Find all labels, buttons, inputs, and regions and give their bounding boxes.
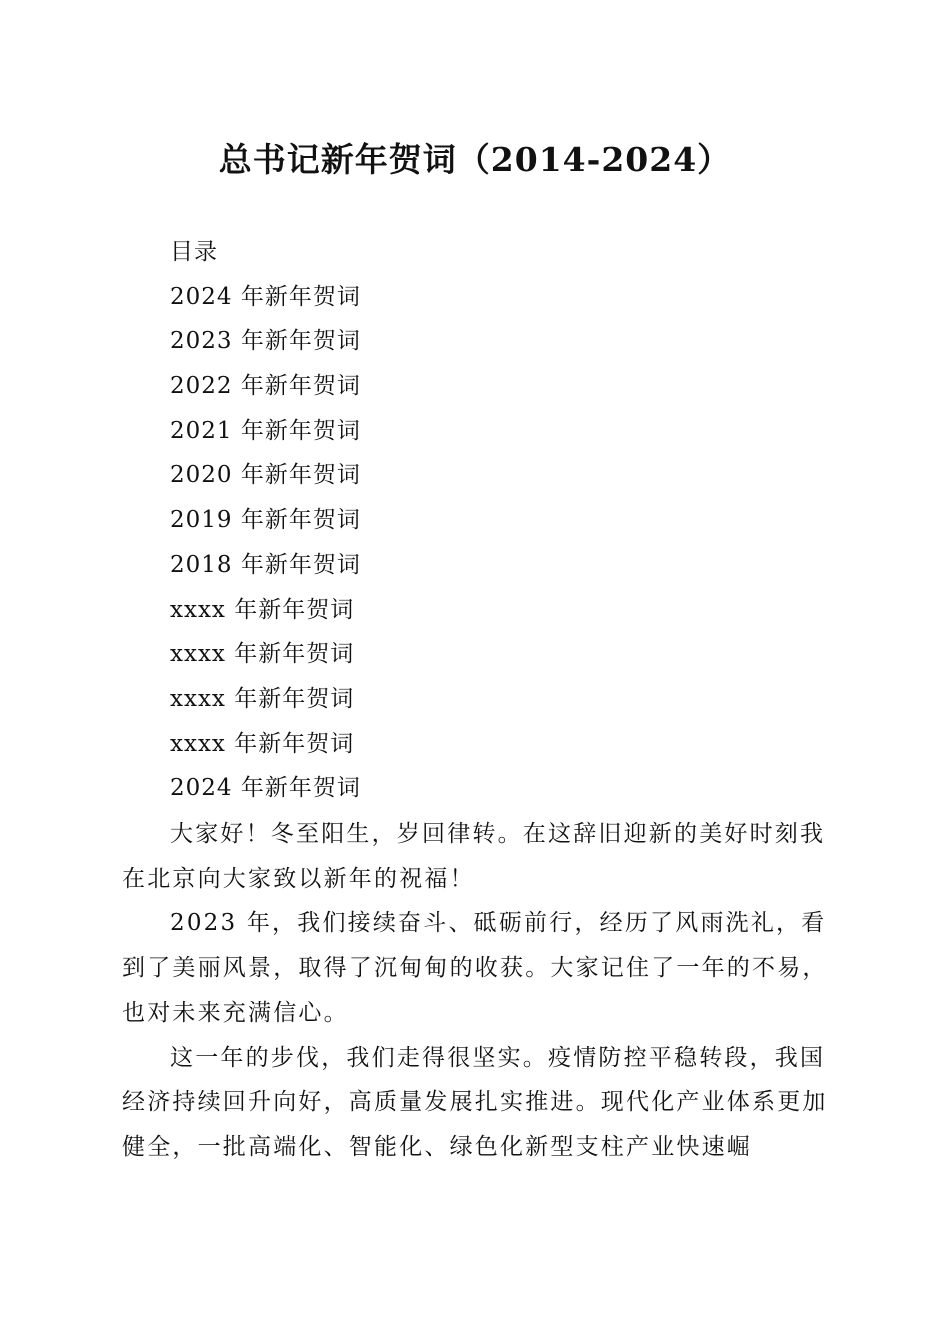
toc-item[interactable]: 2018 年新年贺词 <box>170 551 361 578</box>
toc-item[interactable]: 2023 年新年贺词 <box>170 328 361 355</box>
section-heading: 2024 年新年贺词 <box>170 775 361 802</box>
toc-item[interactable]: xxxx 年新年贺词 <box>170 730 355 757</box>
paragraph: 这一年的步伐，我们走得很坚实。疫情防控平稳转段，我国经济持续回升向好，高质量发展扎实推进。现代化产业体系更加健全，一批高端化、智能化、绿色化新型支柱产业快速崛 <box>122 1044 828 1160</box>
paragraph: 2023 年，我们接续奋斗、砥砺前行，经历了风雨洗礼，看到了美丽风景，取得了沉甸甸的收获。大家记住了一年的不易，也对未来充满信心。 <box>122 910 828 1026</box>
toc-item[interactable]: 2022 年新年贺词 <box>170 373 361 400</box>
toc-item[interactable]: xxxx 年新年贺词 <box>170 596 355 623</box>
toc-item[interactable]: 2021 年新年贺词 <box>170 417 361 444</box>
toc-item[interactable]: xxxx 年新年贺词 <box>170 641 355 668</box>
speech-body <box>122 812 834 1170</box>
toc-item[interactable]: 2024 年新年贺词 <box>170 283 361 310</box>
toc-item[interactable]: xxxx 年新年贺词 <box>170 685 355 712</box>
paragraph: 大家好！冬至阳生，岁回律转。在这辞旧迎新的美好时刻我在北京向大家致以新年的祝福！ <box>122 821 826 892</box>
toc-item[interactable]: 2020 年新年贺词 <box>170 462 361 489</box>
document-title: 总书记新年贺词（2014-2024） <box>218 140 732 179</box>
table-of-contents <box>170 230 830 811</box>
toc-item[interactable]: 2019 年新年贺词 <box>170 507 361 534</box>
toc-heading: 目录 <box>170 239 218 265</box>
